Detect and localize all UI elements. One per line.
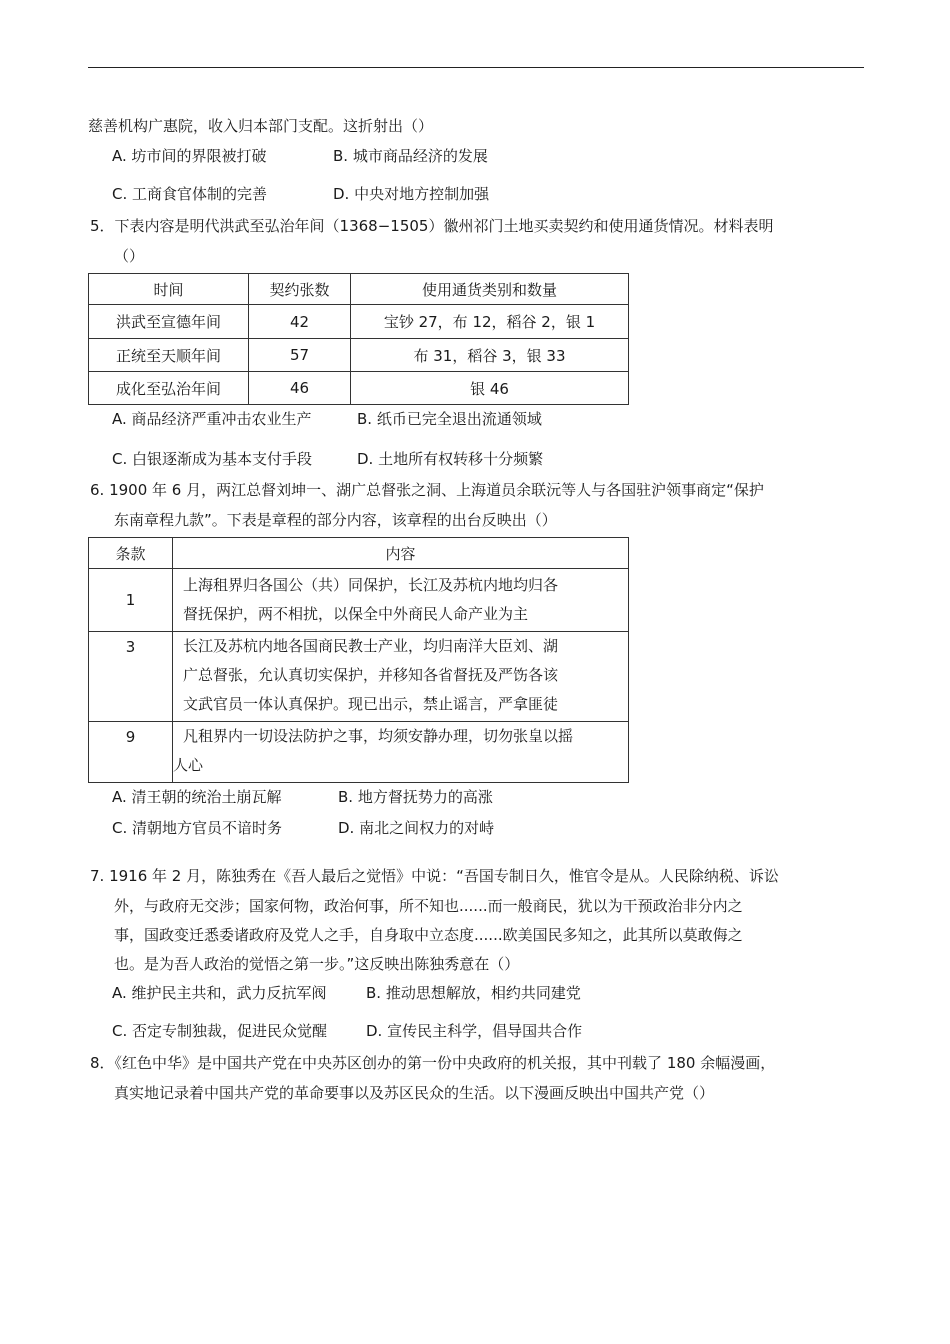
q5-option-c[interactable]: C. 白银逐渐成为基本支付手段 xyxy=(112,450,313,468)
q6-row2-line: 文武官员一体认真保护。现已出示，禁止谣言，严拿匪徒 xyxy=(183,695,559,713)
q6-row3-clause: 9 xyxy=(89,722,173,783)
q7-option-d[interactable]: D. 宣传民主科学，倡导国共合作 xyxy=(366,1022,583,1040)
q5-header-currency: 使用通货类别和数量 xyxy=(351,274,629,305)
q8-stem-line2: 真实地记录着中国共产党的革命要事以及苏区民众的生活。以下漫画反映出中国共产党（） xyxy=(114,1084,715,1102)
q5-row2-count: 57 xyxy=(249,339,351,372)
q7-stem-line4: 也。是为吾人政治的觉悟之第一步。”这反映出陈独秀意在（） xyxy=(114,955,520,973)
table-row xyxy=(89,632,629,722)
q5-row2-currency: 布 31，稻谷 3，银 33 xyxy=(351,339,629,372)
q6-row1-content xyxy=(173,569,629,632)
q6-table xyxy=(88,537,629,783)
q5-header-time: 时间 xyxy=(89,274,249,305)
header-rule xyxy=(88,67,864,68)
q5-row3-currency: 银 46 xyxy=(351,372,629,405)
q5-row1-count: 42 xyxy=(249,305,351,339)
q4-option-a[interactable]: A. 坊市间的界限被打破 xyxy=(112,147,267,165)
q6-stem-line2: 东南章程九款”。下表是章程的部分内容，该章程的出台反映出（） xyxy=(114,511,557,529)
q8-stem-line1: 8．《红色中华》是中国共产党在中央苏区创办的第一份中央政府的机关报，其中刊载了 180 余幅漫画， xyxy=(90,1054,776,1072)
q6-row2-line: 广总督张，允认真切实保护，并移知各省督抚及严饬各该 xyxy=(183,666,559,684)
q6-option-c[interactable]: C. 清朝地方官员不谙时务 xyxy=(112,819,283,837)
q5-table xyxy=(88,273,629,405)
q6-row2-content xyxy=(173,632,629,722)
q5-stem-line2: （） xyxy=(114,247,145,265)
q4-option-c[interactable]: C. 工商食官体制的完善 xyxy=(112,185,268,203)
q5-row3-time: 成化至弘治年间 xyxy=(89,372,249,405)
q6-row3-content xyxy=(173,722,629,783)
q4-tail-text: 慈善机构广惠院，收入归本部门支配。这折射出（） xyxy=(88,117,434,135)
q6-option-d[interactable]: D. 南北之间权力的对峙 xyxy=(338,819,495,837)
q6-header-content: 内容 xyxy=(173,538,629,569)
q7-stem-line3: 事，国政变迁悉委诸政府及党人之手，自身取中立态度......欧美国民多知之，此其所以莫敢侮之 xyxy=(114,926,743,944)
table-row xyxy=(89,722,629,783)
q7-option-b[interactable]: B. 推动思想解放，相约共同建党 xyxy=(366,984,581,1002)
q7-stem-line1: 7. 1916 年 2 月，陈独秀在《吾人最后之觉悟》中说：“吾国专制日久，惟官令是从。人民除纳税、诉讼 xyxy=(90,867,779,885)
q6-header-clause: 条款 xyxy=(89,538,173,569)
q4-option-d[interactable]: D. 中央对地方控制加强 xyxy=(333,185,490,203)
q7-stem-line2: 外，与政府无交涉；国家何物，政治何事，所不知也......而一般商民，犹以为干预政治非分内之 xyxy=(114,897,743,915)
q6-row3-line: 凡租界内一切设法防护之事，均须安静办理，切勿张皇以摇 xyxy=(183,727,574,745)
q6-table-header-row xyxy=(89,538,629,569)
q5-option-b[interactable]: B. 纸币已完全退出流通领域 xyxy=(357,410,542,428)
q6-row2-line: 长江及苏杭内地各国商民教士产业，均归南洋大臣刘、湖 xyxy=(183,637,559,655)
q5-row1-time: 洪武至宣德年间 xyxy=(89,305,249,339)
q5-option-a[interactable]: A. 商品经济严重冲击农业生产 xyxy=(112,410,312,428)
q6-row3-line: 人心 xyxy=(173,756,204,774)
q5-row1-currency: 宝钞 27，布 12，稻谷 2，银 1 xyxy=(351,305,629,339)
q5-stem-line1: 5．下表内容是明代洪武至弘治年间（1368−1505）徽州祁门土地买卖契约和使用通货情况。材料表明 xyxy=(90,217,774,235)
q6-row1-clause: 1 xyxy=(89,569,173,632)
q5-header-count: 契约张数 xyxy=(249,274,351,305)
q7-option-c[interactable]: C. 否定专制独裁，促进民众觉醒 xyxy=(112,1022,328,1040)
q5-row3-count: 46 xyxy=(249,372,351,405)
q6-stem-line1: 6. 1900 年 6 月，两江总督刘坤一、湖广总督张之洞、上海道员余联沅等人与各国驻沪领事商定“保护 xyxy=(90,481,764,499)
q6-option-a[interactable]: A. 清王朝的统治土崩瓦解 xyxy=(112,788,282,806)
table-row xyxy=(89,372,629,405)
q4-option-b[interactable]: B. 城市商品经济的发展 xyxy=(333,147,488,165)
q6-row1-line: 督抚保护，两不相扰，以保全中外商民人命产业为主 xyxy=(183,605,529,623)
q5-table-header-row xyxy=(89,274,629,305)
q6-row1-line: 上海租界归各国公（共）同保护，长江及苏杭内地均归各 xyxy=(183,576,559,594)
q6-option-b[interactable]: B. 地方督抚势力的高涨 xyxy=(338,788,493,806)
table-row xyxy=(89,339,629,372)
q5-row2-time: 正统至天顺年间 xyxy=(89,339,249,372)
q6-row2-clause: 3 xyxy=(89,632,173,722)
q5-option-d[interactable]: D. 土地所有权转移十分频繁 xyxy=(357,450,544,468)
table-row xyxy=(89,305,629,339)
table-row xyxy=(89,569,629,632)
q7-option-a[interactable]: A. 维护民主共和，武力反抗军阀 xyxy=(112,984,327,1002)
